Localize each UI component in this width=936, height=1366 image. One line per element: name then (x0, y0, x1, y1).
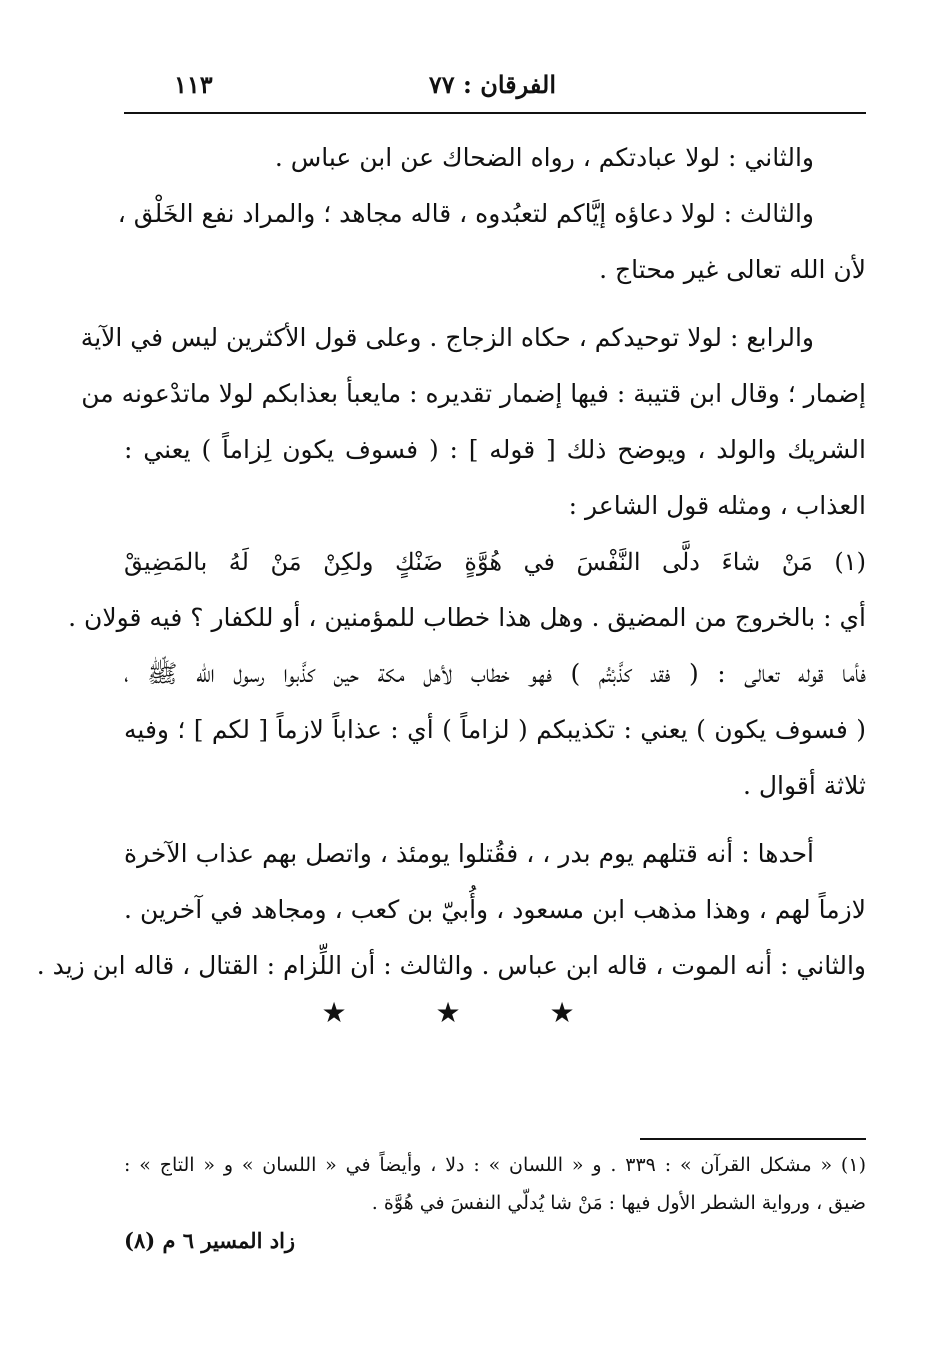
text-line: ثلاثة أقوال . (743, 771, 866, 800)
paragraph-gap (124, 814, 866, 826)
footnote-line: ضيق ، ورواية الشطر الأول فيها : مَنْ شا يُدلّي النفسَ في هُوَّة . (371, 1192, 866, 1214)
text-line: العذاب ، ومثله قول الشاعر : (568, 491, 866, 520)
footnote-line: (١) « مشكل القرآن » : ٣٣٩ . و « اللسان » : دلا ، وأيضاً في « اللسان » و « التاج » : (124, 1154, 866, 1176)
poetry-verse: (١) مَنْ شاءَ دلَّى النَّفْسَ في هُوَّةٍ ضَنْكٍ ولكِنْ مَنْ لَهُ بالمَضِيقْ (124, 548, 866, 576)
text-line: لأن الله تعالى غير محتاج . (599, 255, 866, 284)
text-line: والثالث : لولا دعاؤه إيَّاكم لتعبُدوه ، قاله مجاهد ؛ والمراد نفع الخَلْق ، (117, 199, 814, 228)
text-line: لازماً لهم ، وهذا مذهب ابن مسعود ، وأُبيّ بن كعب ، ومجاهد في آخرين . (124, 895, 866, 924)
text-line: إضمار ؛ وقال ابن قتيبة : فيها إضمار تقديره : مايعبأ بعذابكم لولا ماتدْعونه من (81, 379, 866, 408)
text-line: والثاني : لولا عبادتكم ، رواه الضحاك عن ابن عباس . (274, 143, 814, 172)
text-line: أحدها : أنه قتلهم يوم بدر ، ، فقُتلوا يومئذ ، واتصل بهم عذاب الآخرة (124, 839, 814, 868)
text-line: ( فسوف يكون ) يعني : تكذيبكم ( لزاماً ) أي : عذاباً لازماً [ لكم ] ؛ وفيه (124, 715, 866, 744)
surah-reference: الفرقان : ٧٧ (428, 70, 556, 99)
header-rule (124, 112, 866, 114)
text-line: والثاني : أنه الموت ، قاله ابن عباس . والثالث : أن اللِّزام : القتال ، قاله ابن زيد . (36, 951, 866, 980)
text-line: أي : بالخروج من المضيق . وهل هذا خطاب للمؤمنين ، أو للكفار ؟ فيه قولان . (68, 603, 866, 632)
signature-mark: زاد المسير ٦ م (٨) (124, 1228, 296, 1253)
main-text (36, 130, 866, 994)
footnote-rule (640, 1138, 866, 1140)
paragraph-gap (124, 298, 866, 310)
section-separator: ★ ★ ★ (321, 996, 615, 1029)
page-number: ١١٣ (174, 70, 213, 99)
text-line: والرابع : لولا توحيدكم ، حكاه الزجاج . وعلى قول الأكثرين ليس في الآية (80, 323, 814, 352)
footnotes (124, 1146, 866, 1222)
text-line: الشريك والولد ، ويوضح ذلك [ قوله ] : ( فسوف يكون لِزاماً ) يعني : (124, 435, 866, 464)
text-line: فأما قوله تعالى : ( فقد كذَّبْتُم ) فهو خطاب لأهل مكة حين كذَّبوا رسول الله ﷺ ، (124, 659, 866, 688)
running-header (124, 66, 866, 110)
